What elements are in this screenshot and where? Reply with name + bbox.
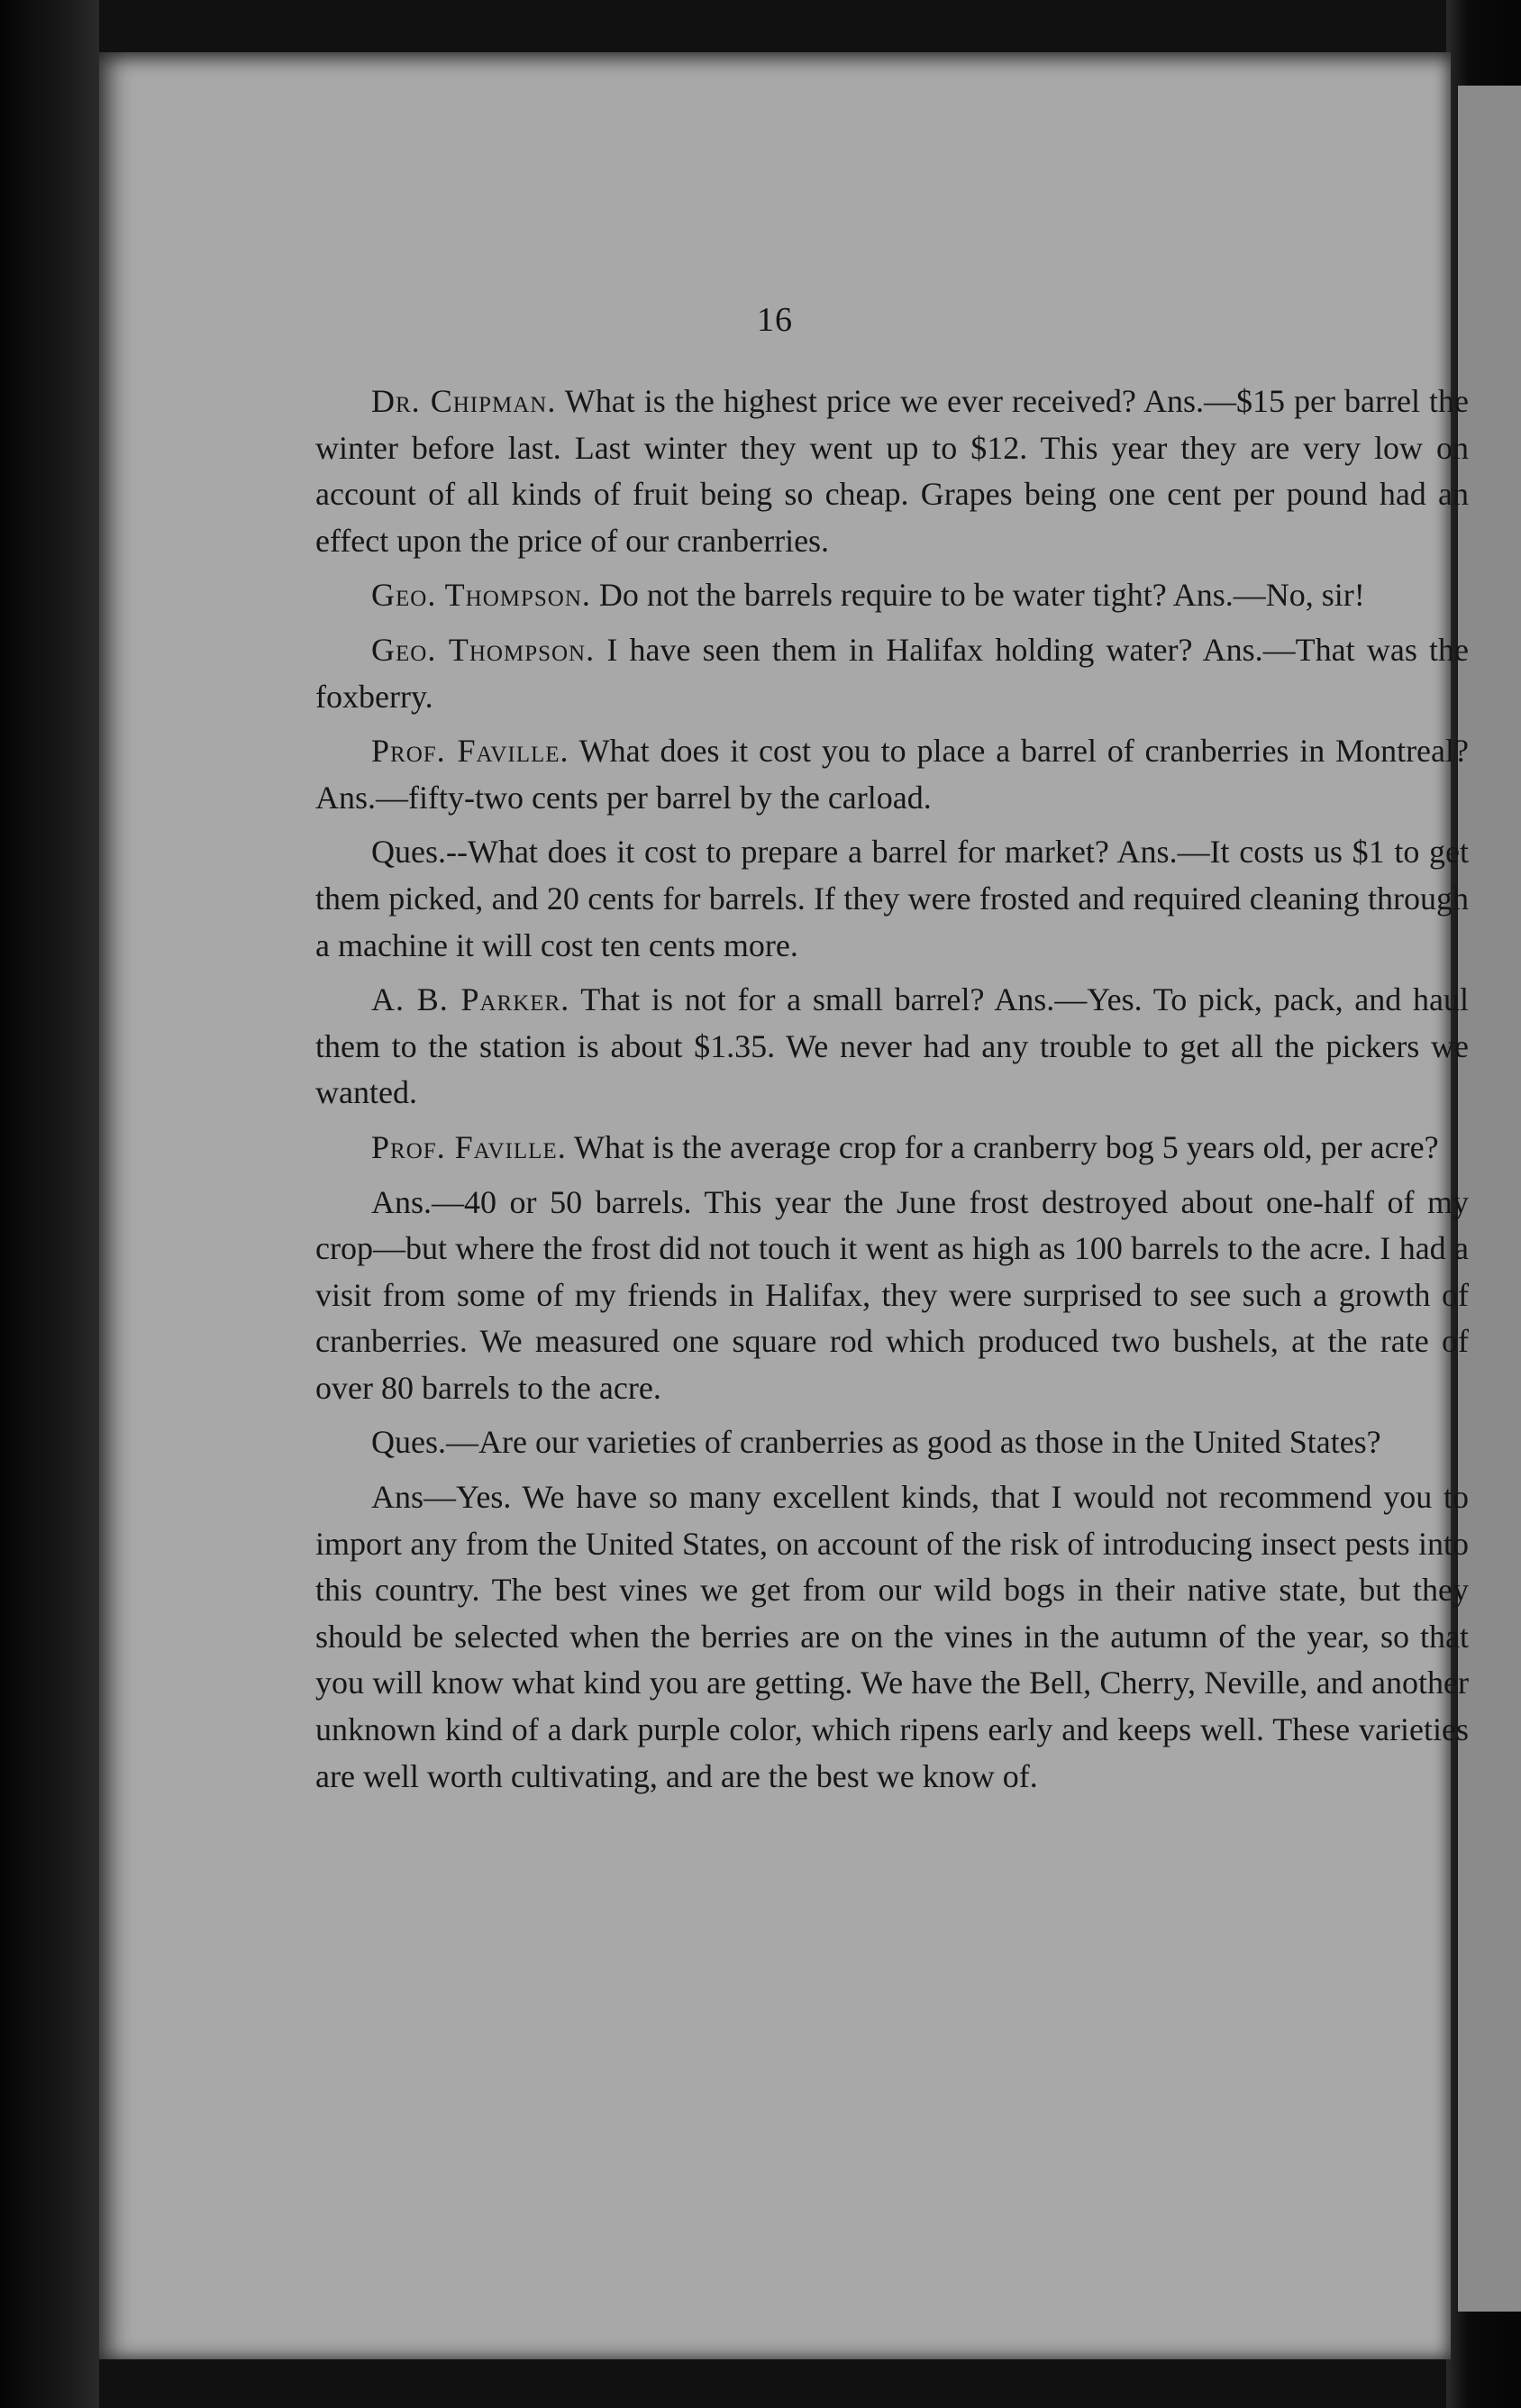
paragraph [315,1180,1469,1412]
paragraph [315,1419,1469,1466]
paragraph-text: That is not for a small barrel? Ans.—Yes. To pick, pack, and haul them to the station is about $1.35. We never had any trouble to get all the pickers we wanted. [315,981,1469,1111]
paragraph [315,1125,1469,1172]
page-body [315,379,1469,1808]
paragraph [315,829,1469,969]
paragraph-text: Do not the barrels require to be water tight? Ans.—No, sir! [590,577,1365,614]
book-page [99,52,1470,2359]
paragraph-text: What is the highest price we ever received? Ans.—$15 per barrel the winter before last. Last winter they went up to $12. This year they are very low on account of all kinds of fruit being so cheap. Grapes being one cent per pound had an effect upon the price of our cranberries. [315,383,1470,559]
speaker-name: Geo. Thompson. [371,631,596,668]
paragraph-text: Ans—Yes. We have so many excellent kinds, that I would not recommend you to import any from the United States, on account of the risk of introducing insect pests into this country. The best vines we get from our wild bogs in their native state, but they should be selected when the berries are on the vines in the autumn of the year, so that you will know what kind you are getting. We have the Bell, Cherry, Neville, and another unknown kind of a dark purple color, which ripens early and keeps well. These varieties are well worth cultivating, and are the best we know of. [315,1479,1469,1794]
paragraph-text: Ans.—40 or 50 barrels. This year the June frost destroyed about one-half of my crop—but where the frost did not touch it went as high as 100 barrels to the acre. I had a visit from some of my friends in Halifax, they were surprised to see such a growth of cranberries. We measured one square rod which produced two bushels, at the rate of over 80 barrels to the acre. [315,1183,1469,1406]
speaker-name: Prof. Faville. [371,733,569,770]
paragraph-text: Ques.--What does it cost to prepare a barrel for market? Ans.—It costs us $1 to get them picked, and 20 cents for barrels. If they were frosted and required cleaning through a machine it will cost ten cents more. [315,834,1469,963]
speaker-name: A. B. Parker. [371,981,570,1018]
paragraph [315,627,1469,720]
book-spine-shadow [0,0,99,2408]
paragraph [315,728,1469,821]
paragraph-text: Ques.—Are our varieties of cranberries as good as those in the United States? [371,1424,1381,1461]
paragraph [315,572,1469,619]
paragraph-text: I have seen them in Halifax holding water? Ans.—That was the foxberry. [315,631,1470,715]
speaker-name: Geo. Thompson. [371,577,591,614]
paragraph-text: What is the average crop for a cranberry bog 5 years old, per acre? [566,1128,1439,1165]
paragraph [315,1474,1469,1800]
paragraph [315,977,1469,1117]
paragraph-text: What does it cost you to place a barrel of cranberries in Montreal? Ans.—fifty-two cents per barrel by the carload. [315,733,1469,816]
paragraph [315,379,1469,564]
speaker-name: Dr. Chipman. [371,383,557,419]
page-number: 16 [757,301,793,339]
speaker-name: Prof. Faville. [371,1128,567,1165]
